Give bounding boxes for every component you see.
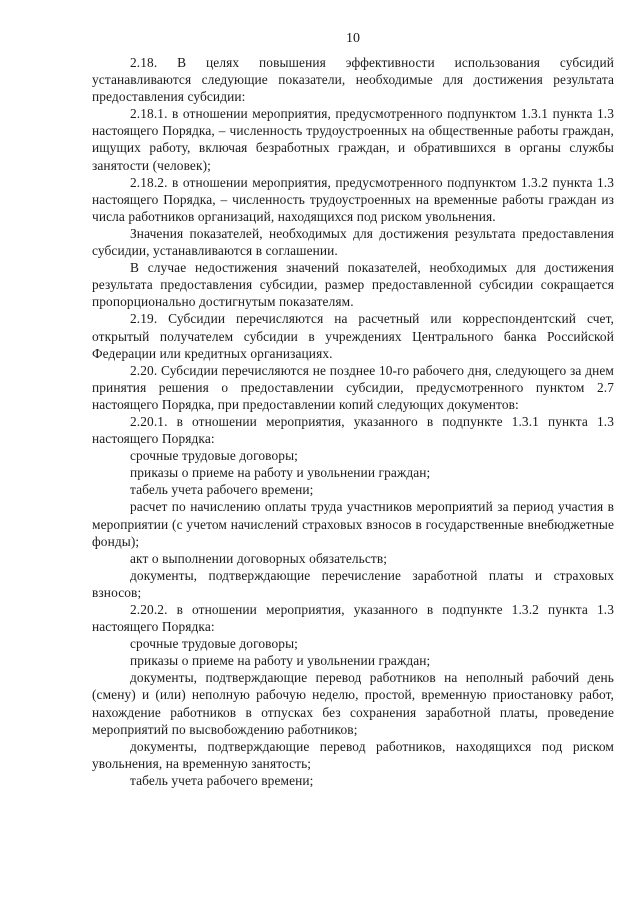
- list-item: срочные трудовые договоры;: [130, 636, 298, 652]
- paragraph-2-19: 2.19. Субсидии перечисляются на расчетный или корреспондентский счет, открытый получателем субсидии в учреждениях Центрального банка Российской Федерации или кредитных организациях.: [92, 311, 614, 361]
- list-item: табель учета рабочего времени;: [130, 482, 314, 498]
- paragraph-2-20-1: 2.20.1. в отношении мероприятия, указанного в подпункте 1.3.1 пункта 1.3 настоящего Порядка:: [92, 413, 614, 447]
- list-item: расчет по начислению оплаты труда участников мероприятий за период участия в мероприятии (с учетом начислений страховых взносов в государственные внебюджетные фонды);: [92, 499, 614, 549]
- list-item: документы, подтверждающие перевод работников на неполный рабочий день (смену) и (или) неполную рабочую неделю, простой, временную приостановку работ, нахождение работников в отпусках без сохранения заработной платы, проведение мероприятий по высвобождению работников;: [92, 670, 614, 737]
- paragraph-non-achievement: В случае недостижения значений показателей, необходимых для достижения результата предоставления субсидии, размер предоставленной субсидии сокращается пропорционально достигнутым показателям.: [92, 260, 614, 310]
- list-item: табель учета рабочего времени;: [130, 772, 314, 788]
- page-number: 10: [346, 31, 360, 46]
- list-item: документы, подтверждающие перевод работников, находящихся под риском увольнения, на временную занятость;: [92, 738, 614, 771]
- document-body: [92, 54, 614, 789]
- paragraph-2-18-1: 2.18.1. в отношении мероприятия, предусмотренного подпунктом 1.3.1 пункта 1.3 настоящего Порядка, – численность трудоустроенных на общественные работы граждан, ищущих работу, включая безработных граждан, и обратившихся в органы службы занятости (человек);: [92, 106, 614, 173]
- paragraph-2-18-2: 2.18.2. в отношении мероприятия, предусмотренного подпунктом 1.3.2 пункта 1.3 настоящего Порядка, – численность трудоустроенных на временные работы граждан из числа работников организаций, находящихся под риском увольнения.: [92, 174, 614, 224]
- list-item: документы, подтверждающие перечисление заработной платы и страховых взносов;: [92, 567, 614, 600]
- paragraph-2-20-2: 2.20.2. в отношении мероприятия, указанного в подпункте 1.3.2 пункта 1.3 настоящего Порядка:: [92, 602, 614, 635]
- list-item: приказы о приеме на работу и увольнении граждан;: [130, 465, 431, 481]
- paragraph-2-20: 2.20. Субсидии перечисляются не позднее 10-го рабочего дня, следующего за днем принятия решения о предоставлении субсидии, предусмотренного пунктом 2.7 настоящего Порядка, при предоставлении копий следующих документов:: [92, 362, 614, 412]
- paragraph-2-18: 2.18. В целях повышения эффективности использования субсидий устанавливаются следующие показатели, необходимые для достижения результата предоставления субсидии:: [92, 55, 614, 105]
- list-item: приказы о приеме на работу и увольнении граждан;: [130, 653, 431, 669]
- list-item: акт о выполнении договорных обязательств;: [130, 550, 388, 566]
- list-item: срочные трудовые договоры;: [130, 448, 298, 464]
- paragraph-indicator-values: Значения показателей, необходимых для достижения результата предоставления субсидии, устанавливаются в соглашении.: [92, 225, 614, 259]
